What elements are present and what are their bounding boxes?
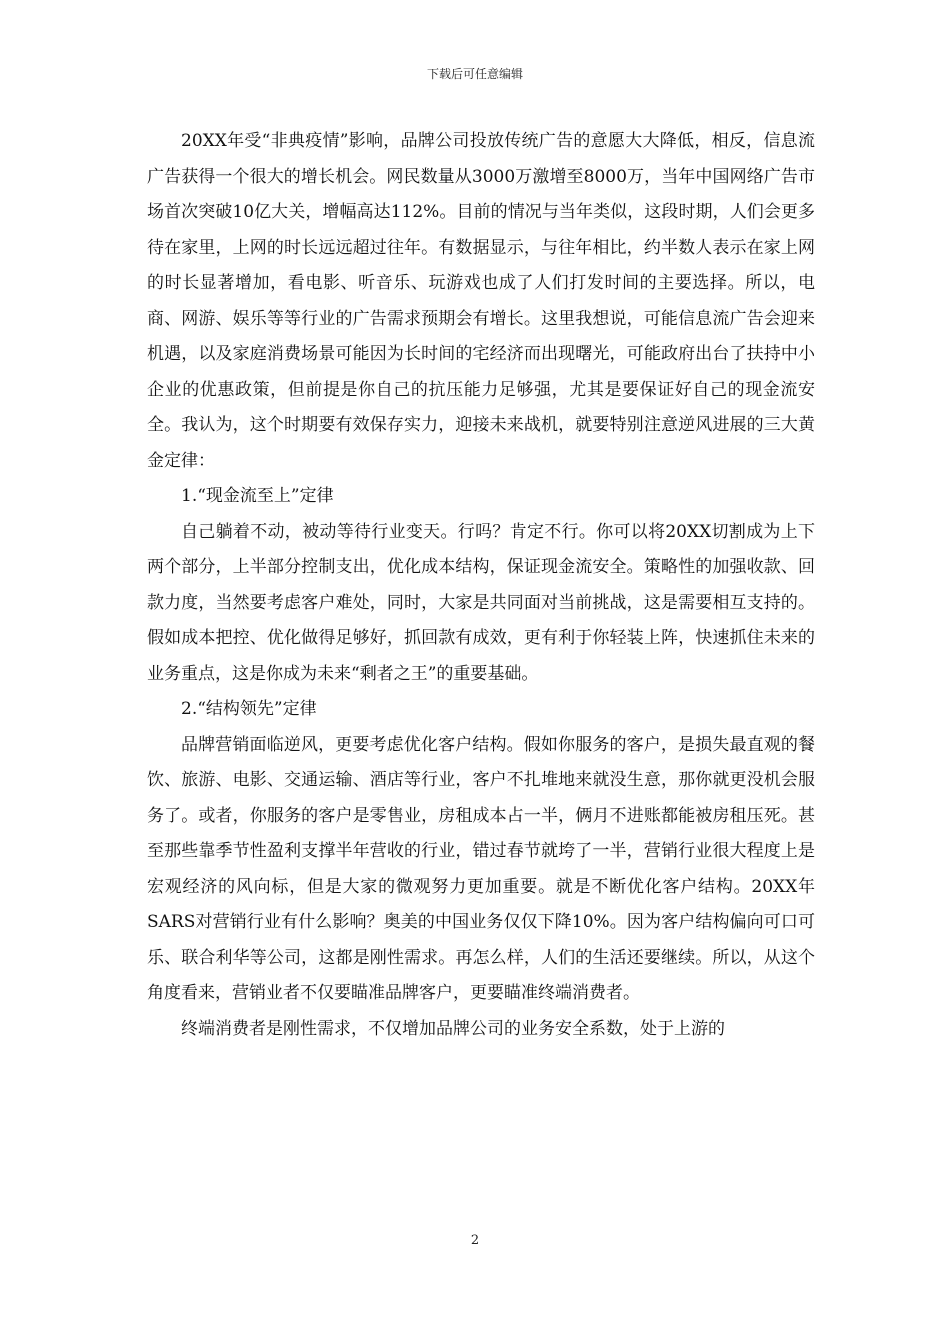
paragraph-end-consumers: 终端消费者是刚性需求，不仅增加品牌公司的业务安全系数，处于上游的 (181, 1018, 725, 1039)
section-heading-cash-flow: 1.“现金流至上”定律 (181, 486, 334, 506)
page-header: 下载后可任意编辑 (426, 67, 523, 81)
document-body (147, 124, 815, 1047)
page-number: 2 (470, 1233, 480, 1248)
paragraph-cash-flow: 自己躺着不动，被动等待行业变天。行吗？肯定不行。你可以将20XX切割成为上下两个部分，上半部分控制支出，优化成本结构，保证现金流安全。策略性的加强收款、回款力度，当然要考虑客户难处，同时，大家是共同面对当前挑战，这是需要相互支持的。假如成本把控、优化做得足够好，抓回款有成效，更有利于你轻装上阵，快速抓住未来的业务重点，这是你成为未来“剩者之王”的重要基础。 (147, 521, 815, 684)
paragraph-intro: 20XX年受“非典疫情”影响，品牌公司投放传统广告的意愿大大降低，相反，信息流广告获得一个很大的增长机会。网民数量从3000万激增至8000万，当年中国网络广告市场首次突破10亿大关，增幅高达112%。目前的情况与当年类似，这段时期，人们会更多待在家里，上网的时长远远超过往年。有数据显示，与往年相比，约半数人表示在家上网的时长显著增加，看电影、听音乐、玩游戏也成了人们打发时间的主要选择。所以，电商、网游、娱乐等等行业的广告需求预期会有增长。这里我想说，可能信息流广告会迎来机遇，以及家庭消费场景可能因为长时间的宅经济而出现曙光，可能政府出台了扶持中小企业的优惠政策，但前提是你自己的抗压能力足够强，尤其是要保证好自己的现金流安全。我认为，这个时期要有效保存实力，迎接未来战机，就要特别注意逆风进展的三大黄金定律： (147, 131, 815, 471)
section-heading-structure: 2.“结构领先”定律 (181, 699, 317, 719)
paragraph-structure: 品牌营销面临逆风，更要考虑优化客户结构。假如你服务的客户，是损失最直观的餐饮、旅游、电影、交通运输、酒店等行业，客户不扎堆地来就没生意，那你就更没机会服务了。或者，你服务的客户是零售业，房租成本占一半，俩月不进账都能被房租压死。甚至那些靠季节性盈利支撑半年营收的行业，错过春节就垮了一半，营销行业很大程度上是宏观经济的风向标，但是大家的微观努力更加重要。就是不断优化客户结构。20XX年SARS对营销行业有什么影响？奥美的中国业务仅仅下降10%。因为客户结构偏向可口可乐、联合利华等公司，这都是刚性需求。再怎么样，人们的生活还要继续。所以，从这个角度看来，营销业者不仅要瞄准品牌客户，更要瞄准终端消费者。 (147, 734, 815, 1003)
